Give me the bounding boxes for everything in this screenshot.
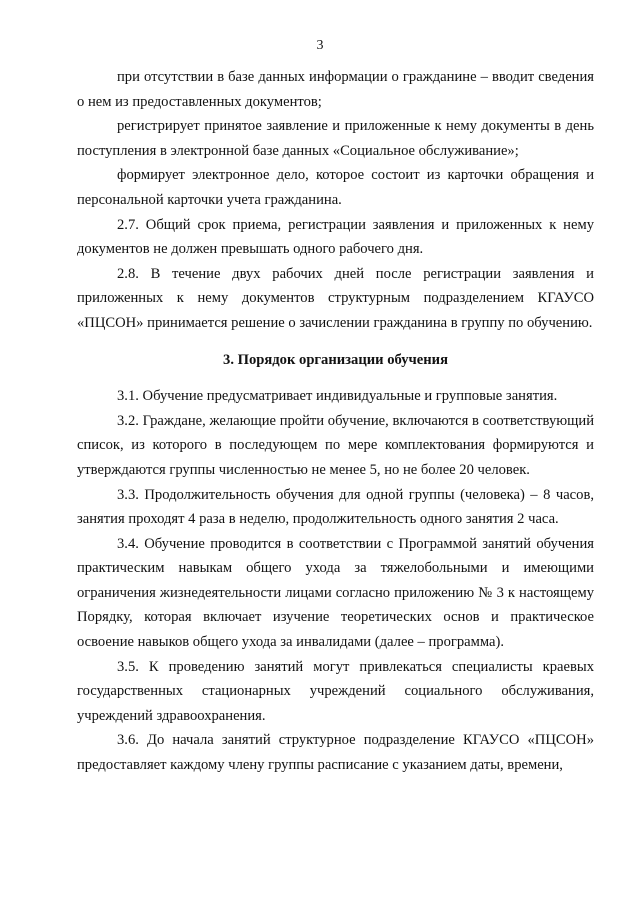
- paragraph: 2.7. Общий срок приема, регистрации заявления и приложенных к нему документов не должен превышать одного рабочего дня.: [77, 216, 594, 258]
- paragraph: регистрирует принятое заявление и приложенные к нему документы в день поступления в электронной базе данных «Социальное обслуживание»;: [77, 118, 594, 159]
- paragraph: 3.1. Обучение предусматривает индивидуальные и групповые занятия.: [117, 388, 558, 405]
- paragraph: 3.6. До начала занятий структурное подразделение КГАУСО «ПЦСОН» предоставляет каждому члену группы расписание с указанием даты, времени,: [77, 732, 594, 774]
- paragraph: 2.8. В течение двух рабочих дней после регистрации заявления и приложенных к нему документов структурным подразделением КГАУСО «ПЦСОН» принимается решение о зачислении гражданина в группу по обучению.: [77, 265, 594, 331]
- paragraph: 3.4. Обучение проводится в соответствии с Программой занятий обучения практическим навыкам общего ухода за тяжелобольными и имеющими ограничения жизнедеятельности лицами согласно приложению № 3 к настоящему Порядку, которая включает изучение теоретических основ и практическое освоение навыков общего ухода за инвалидами (далее – программа).: [77, 535, 594, 651]
- paragraph: 3.2. Граждане, желающие пройти обучение, включаются в соответствующий список, из которого в последующем по мере комплектования формируются и утверждаются группы численностью не менее 5, но не более 20 человек.: [77, 412, 594, 478]
- document-body: [77, 65, 594, 778]
- section-heading: 3. Порядок организации обучения: [223, 351, 448, 368]
- page-number: 3: [316, 38, 324, 53]
- paragraph: при отсутствии в базе данных информации о гражданине – вводит сведения о нем из предоставленных документов;: [77, 69, 594, 110]
- paragraph: формирует электронное дело, которое состоит из карточки обращения и персональной карточки учета гражданина.: [77, 167, 594, 208]
- paragraph: 3.3. Продолжительность обучения для одной группы (человека) – 8 часов, занятия проходят 4 раза в неделю, продолжительность одного занятия 2 часа.: [77, 486, 594, 528]
- paragraph: 3.5. К проведению занятий могут привлекаться специалисты краевых государственных стационарных учреждений социального обслуживания, учреждений здравоохранения.: [77, 658, 594, 724]
